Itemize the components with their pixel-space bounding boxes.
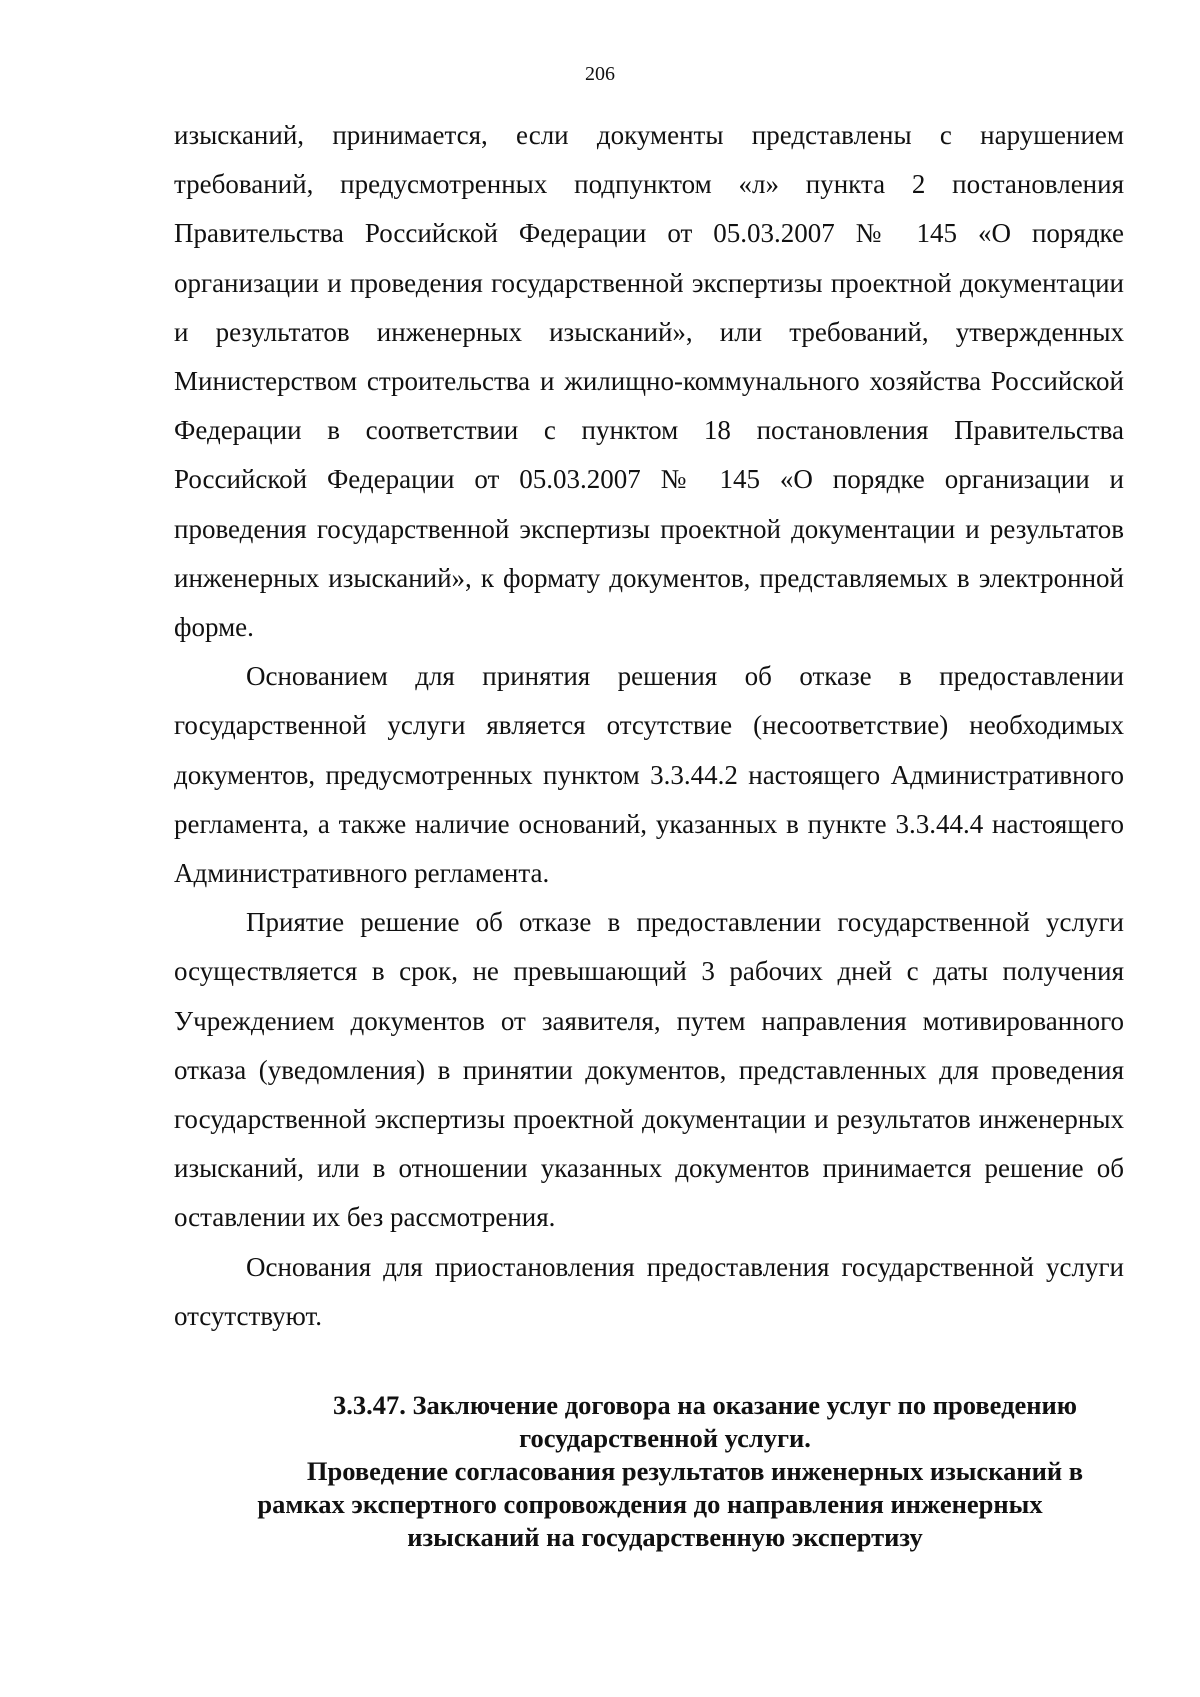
section-heading-line-4: рамках экспертного сопровождения до направления инженерных [257, 1489, 1043, 1519]
paragraph-refusal-decision: Приятие решение об отказе в предоставлении государственной услуги осуществляется в срок, не превышающий 3 рабочих дней с даты получения Учреждением документов от заявителя, путем направления мотивированного отказа (уведомления) в принятии документов, представленных для проведения государственной экспертизы проектной документации и результатов инженерных изысканий, или в отношении указанных документов принимается решение об оставлении их без рассмотрения. [174, 907, 1124, 1233]
page-number: 206 [585, 63, 615, 85]
paragraph-continuation: изысканий, принимается, если документы представлены с нарушением требований, предусмотренных подпунктом «л» пункта 2 постановления Правительства Российской Федерации от 05.03.2007 № 145 «О порядке организации и проведения государственной экспертизы проектной документации и результатов инженерных изысканий», или требований, утвержденных Министерством строительства и жилищно-коммунального хозяйства Российской Федерации в соответствии с пунктом 18 постановления Правительства Российской Федерации от 05.03.2007 № 145 «О порядке организации и проведения государственной экспертизы проектной документации и результатов инженерных изысканий», к формату документов, представляемых в электронной форме. [174, 120, 1124, 643]
section-heading-line-5: изысканий на государственную экспертизу [407, 1522, 923, 1552]
paragraph-suspension-grounds: Основания для приостановления предоставления государственной услуги отсутствуют. [174, 1251, 1124, 1331]
section-heading-line-3: Проведение согласования результатов инженерных изысканий в [306, 1456, 1084, 1486]
body-text [174, 111, 1124, 1341]
section-heading-line-1: 3.3.47. Заключение договора на оказание услуг по проведению [332, 1390, 1078, 1420]
section-heading [200, 1389, 1130, 1554]
section-heading-line-2: государственной услуги. [519, 1423, 811, 1453]
paragraph-refusal-grounds: Основанием для принятия решения об отказе в предоставлении государственной услуги является отсутствие (несоответствие) необходимых документов, предусмотренных пунктом 3.3.44.2 настоящего Административного регламента, а также наличие оснований, указанных в пункте 3.3.44.4 настоящего Административного регламента. [174, 661, 1124, 889]
